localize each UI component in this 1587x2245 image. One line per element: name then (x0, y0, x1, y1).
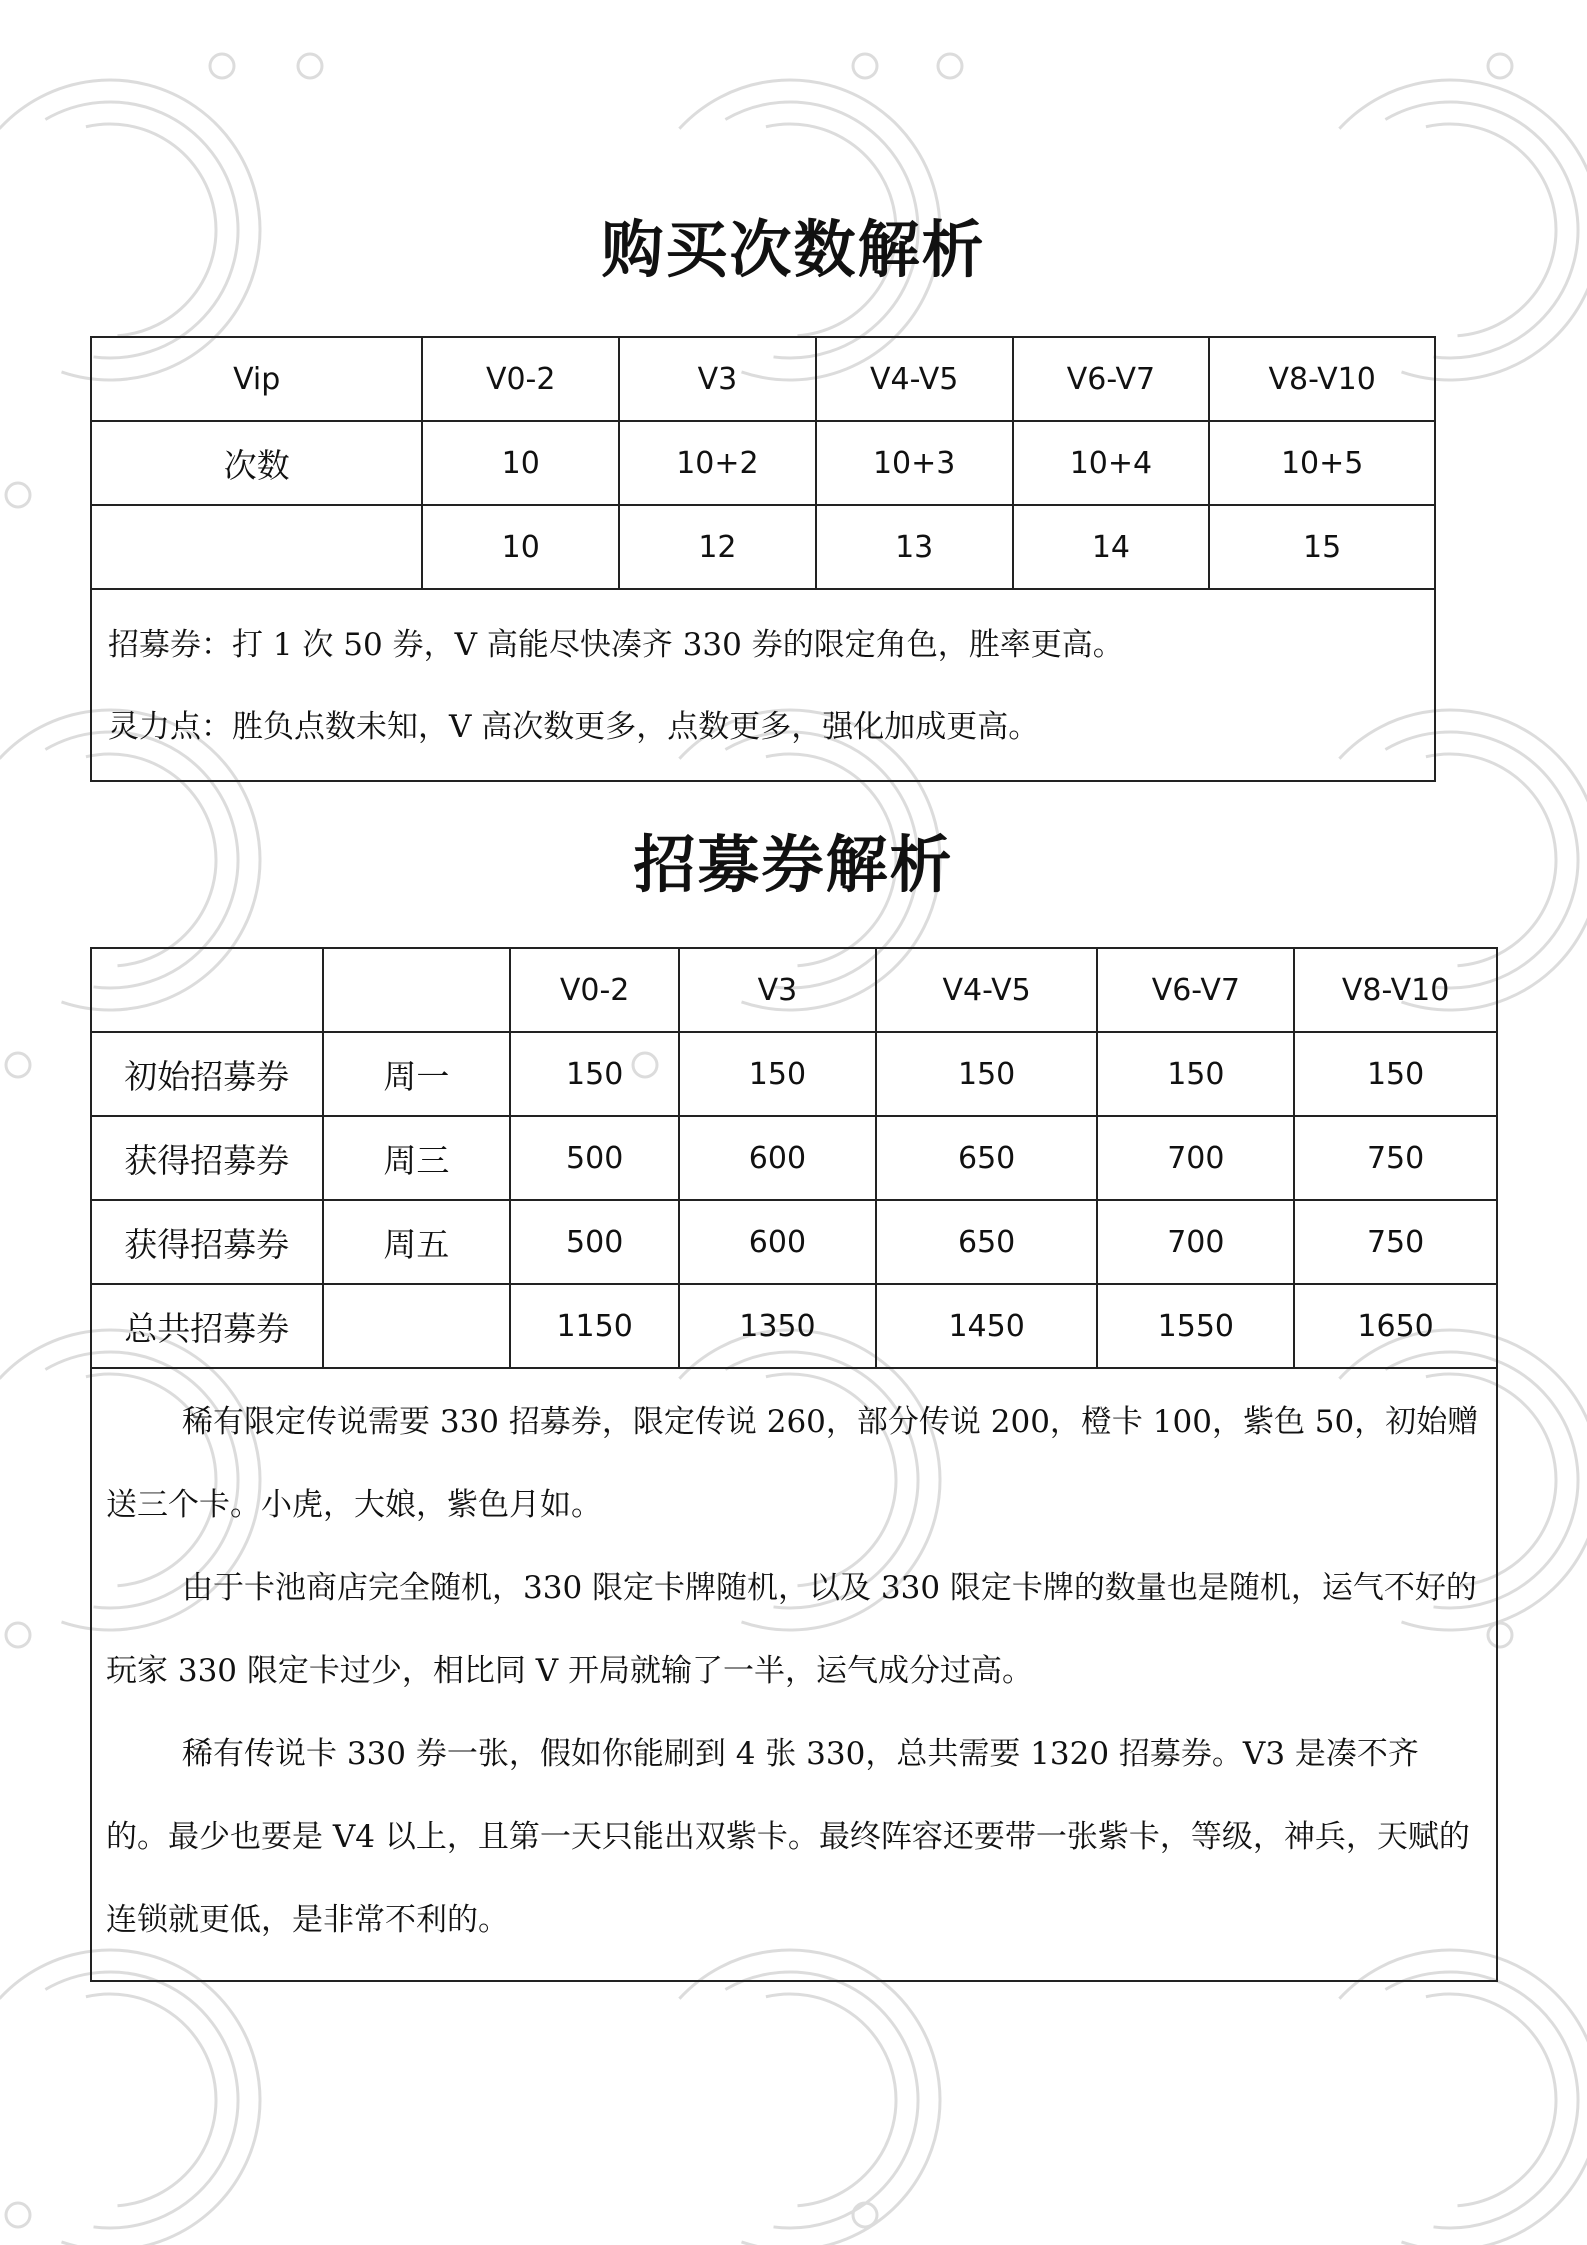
header-cell: Vip (91, 337, 422, 421)
table-cell: 150 (510, 1032, 679, 1116)
table-cell: 10+4 (1013, 421, 1210, 505)
table-cell: 15 (1209, 505, 1435, 589)
table-cell: 150 (679, 1032, 876, 1116)
purchase-count-table (90, 336, 1436, 782)
table-row (91, 1116, 1497, 1200)
table-cell: 1450 (876, 1284, 1098, 1368)
row-label-cell: 获得招募券 (91, 1116, 323, 1200)
day-cell (323, 1284, 511, 1368)
notes-cell (91, 589, 1435, 781)
table-cell: 150 (876, 1032, 1098, 1116)
header-cell: V0-2 (422, 337, 619, 421)
watermark-ring (1426, 1994, 1556, 2206)
table-cell: 1150 (510, 1284, 679, 1368)
header-cell: V3 (679, 948, 876, 1032)
watermark-dot (853, 2203, 877, 2227)
header-cell: V8-V10 (1209, 337, 1435, 421)
table-cell: 650 (876, 1200, 1098, 1284)
note-spirit-points: 灵力点：胜负点数未知，V 高次数更多，点数更多，强化加成更高。 (108, 709, 1040, 745)
row-label-cell: 获得招募券 (91, 1200, 323, 1284)
watermark-ring (725, 1972, 918, 2228)
header-cell: V8-V10 (1294, 948, 1497, 1032)
analysis-paragraph: 稀有传说卡 330 券一张，假如你能刷到 4 张 330，总共需要 1320 招募券。V3 是凑不齐的。最少也要是 V4 以上，且第一天只能出双紫卡。最终阵容还要带一张紫卡，等级，神兵，天赋的连锁就更低，是非常不利的。 (106, 1736, 1470, 1938)
watermark-dot (6, 2203, 30, 2227)
analysis-paragraph: 由于卡池商店完全随机，330 限定卡牌随机，以及 330 限定卡牌的数量也是随机，运气不好的玩家 330 限定卡过少，相比同 V 开局就输了一半，运气成分过高。 (106, 1570, 1477, 1689)
table-cell: 10 (422, 421, 619, 505)
header-cell (323, 948, 511, 1032)
note-recruit-ticket: 招募券：打 1 次 50 券，V 高能尽快凑齐 330 券的限定角色，胜率更高。 (108, 627, 1124, 663)
table-cell: 600 (679, 1200, 876, 1284)
table-row (91, 1284, 1497, 1368)
watermark-ring (45, 1972, 238, 2228)
header-cell: V4-V5 (876, 948, 1098, 1032)
row-label-cell: 总共招募券 (91, 1284, 323, 1368)
analysis-cell (91, 1368, 1497, 1981)
table-row (91, 421, 1435, 505)
table-cell: 700 (1097, 1116, 1294, 1200)
header-cell (91, 948, 323, 1032)
watermark-ring (1385, 1972, 1578, 2228)
notes-row (91, 589, 1435, 781)
row-label-cell: 初始招募券 (91, 1032, 323, 1116)
watermark-dot (298, 54, 322, 78)
analysis-row (91, 1368, 1497, 1981)
day-cell: 周五 (323, 1200, 511, 1284)
table-cell: 1550 (1097, 1284, 1294, 1368)
day-cell: 周一 (323, 1032, 511, 1116)
watermark-ring (766, 1994, 896, 2206)
watermark-ring (0, 1950, 260, 2245)
table-cell: 10+5 (1209, 421, 1435, 505)
table-header-row (91, 948, 1497, 1032)
table-cell: 10 (422, 505, 619, 589)
watermark-ring (679, 1950, 940, 2245)
watermark-ring (86, 1994, 216, 2206)
table-cell: 10+3 (816, 421, 1013, 505)
table-cell: 150 (1294, 1032, 1497, 1116)
table-cell: 13 (816, 505, 1013, 589)
table-cell: 700 (1097, 1200, 1294, 1284)
table-cell: 650 (876, 1116, 1098, 1200)
table-cell: 600 (679, 1116, 876, 1200)
watermark-dot (1488, 54, 1512, 78)
recruit-ticket-table (90, 947, 1498, 1982)
watermark-dot (6, 1053, 30, 1077)
row-label-cell (91, 505, 422, 589)
watermark-ring (1339, 1950, 1587, 2245)
day-cell: 周三 (323, 1116, 511, 1200)
watermark-dot (6, 483, 30, 507)
page-title-purchase-count: 购买次数解析 (601, 213, 986, 286)
table-cell: 14 (1013, 505, 1210, 589)
table-cell: 10+2 (619, 421, 816, 505)
header-cell: V4-V5 (816, 337, 1013, 421)
analysis-paragraph: 稀有限定传说需要 330 招募券，限定传说 260，部分传说 200，橙卡 100，紫色 50，初始赠送三个卡。小虎，大娘，紫色月如。 (106, 1404, 1479, 1523)
header-cell: V6-V7 (1013, 337, 1210, 421)
table-row (91, 1200, 1497, 1284)
table-row (91, 1032, 1497, 1116)
table-cell: 500 (510, 1116, 679, 1200)
header-cell: V6-V7 (1097, 948, 1294, 1032)
table-header-row (91, 337, 1435, 421)
table-cell: 500 (510, 1200, 679, 1284)
header-cell: V0-2 (510, 948, 679, 1032)
table-cell: 12 (619, 505, 816, 589)
table-cell: 1350 (679, 1284, 876, 1368)
watermark-dot (938, 54, 962, 78)
watermark-dot (6, 1623, 30, 1647)
table-cell: 750 (1294, 1200, 1497, 1284)
table-cell: 150 (1097, 1032, 1294, 1116)
table-cell: 1650 (1294, 1284, 1497, 1368)
table-row (91, 505, 1435, 589)
header-cell: V3 (619, 337, 816, 421)
page-title-recruit-ticket: 招募券解析 (633, 828, 954, 901)
row-label-cell: 次数 (91, 421, 422, 505)
table-cell: 750 (1294, 1116, 1497, 1200)
watermark-dot (210, 54, 234, 78)
watermark-dot (853, 54, 877, 78)
